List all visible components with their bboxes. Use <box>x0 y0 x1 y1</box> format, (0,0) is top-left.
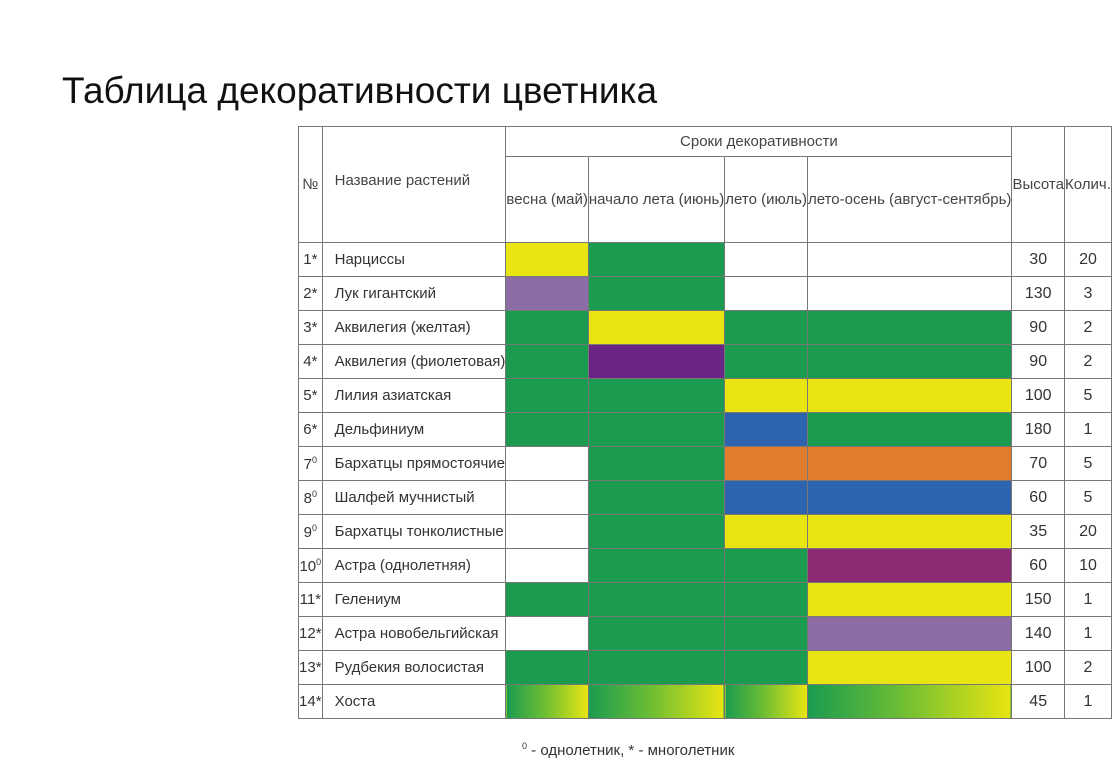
annual-mark: 0 <box>316 556 322 567</box>
plant-count: 2 <box>1064 345 1111 379</box>
footnote-text: - однолетник, * - многолетник <box>527 742 735 759</box>
period-cell-summer <box>725 413 808 447</box>
period-cell-spring <box>506 481 588 515</box>
period-cell-summer-autumn <box>807 481 1011 515</box>
period-cell-spring <box>506 549 588 583</box>
plant-count: 5 <box>1064 481 1111 515</box>
plant-name: Дельфиниум <box>322 413 506 447</box>
plant-height: 100 <box>1012 379 1065 413</box>
period-cell-summer <box>725 515 808 549</box>
period-cell-summer-autumn <box>807 515 1011 549</box>
period-cell-early-summer <box>588 481 724 515</box>
period-cell-summer-autumn <box>807 617 1011 651</box>
plant-height: 45 <box>1012 685 1065 719</box>
row-number-value: 10 <box>299 557 317 575</box>
table-row <box>299 379 1112 413</box>
plant-count: 1 <box>1064 413 1111 447</box>
row-number-value: 3 <box>303 319 312 336</box>
table-row <box>299 583 1112 617</box>
plant-name: Бархатцы прямостоячие <box>322 447 506 481</box>
plant-name: Лук гигантский <box>322 277 506 311</box>
plant-height: 180 <box>1012 413 1065 447</box>
header-period-spring: весна (май) <box>506 157 588 243</box>
period-cell-early-summer <box>588 345 724 379</box>
row-number-value: 14 <box>299 693 316 710</box>
plant-count: 3 <box>1064 277 1111 311</box>
period-cell-summer-autumn <box>807 311 1011 345</box>
annual-mark: 0 <box>311 454 317 465</box>
period-cell-early-summer <box>588 311 724 345</box>
plant-count: 1 <box>1064 617 1111 651</box>
table-row <box>299 549 1112 583</box>
row-number <box>299 617 323 651</box>
header-period-summer: лето (июль) <box>725 157 808 243</box>
table-row <box>299 481 1112 515</box>
period-cell-summer <box>725 685 808 719</box>
plant-name: Рудбекия волосистая <box>322 651 506 685</box>
period-cell-spring <box>506 617 588 651</box>
header-height: Высота <box>1012 127 1065 243</box>
perennial-mark: * <box>311 421 318 438</box>
period-cell-early-summer <box>588 379 724 413</box>
period-cell-summer-autumn <box>807 379 1011 413</box>
period-cell-summer <box>725 277 808 311</box>
row-number <box>299 345 323 379</box>
plant-height: 90 <box>1012 311 1065 345</box>
header-plant-name: Название растений <box>322 127 506 243</box>
header-count: Колич. <box>1064 127 1111 243</box>
slide-title: Таблица декоративности цветника <box>62 70 658 111</box>
table-row <box>299 617 1112 651</box>
period-cell-summer <box>725 481 808 515</box>
table-row <box>299 243 1112 277</box>
plant-height: 90 <box>1012 345 1065 379</box>
plant-height: 150 <box>1012 583 1065 617</box>
header-number: № <box>299 127 323 243</box>
perennial-mark: * <box>311 387 318 404</box>
period-cell-summer <box>725 447 808 481</box>
row-number-value: 13 <box>299 659 316 676</box>
plant-name: Астра (однолетняя) <box>322 549 506 583</box>
decorativeness-table <box>298 126 1112 719</box>
row-number <box>299 311 323 345</box>
period-cell-summer <box>725 651 808 685</box>
plant-height: 35 <box>1012 515 1065 549</box>
perennial-mark: * <box>311 319 318 336</box>
perennial-mark: * <box>315 659 322 676</box>
row-number-value: 7 <box>303 455 312 473</box>
period-cell-summer <box>725 617 808 651</box>
table-row <box>299 685 1112 719</box>
plant-name: Астра новобельгийская <box>322 617 506 651</box>
period-cell-spring <box>506 447 588 481</box>
period-cell-early-summer <box>588 583 724 617</box>
period-cell-summer-autumn <box>807 345 1011 379</box>
period-cell-summer <box>725 345 808 379</box>
period-cell-early-summer <box>588 447 724 481</box>
plant-height: 60 <box>1012 481 1065 515</box>
period-cell-summer <box>725 379 808 413</box>
period-cell-summer-autumn <box>807 583 1011 617</box>
period-cell-early-summer <box>588 515 724 549</box>
row-number-value: 4 <box>303 353 312 370</box>
plant-name: Хоста <box>322 685 506 719</box>
row-number <box>299 379 323 413</box>
plant-name: Аквилегия (желтая) <box>322 311 506 345</box>
table-row <box>299 277 1112 311</box>
plant-count: 2 <box>1064 651 1111 685</box>
period-cell-summer <box>725 583 808 617</box>
table-row <box>299 447 1112 481</box>
plant-name: Нарциссы <box>322 243 506 277</box>
plant-count: 20 <box>1064 515 1111 549</box>
period-cell-summer-autumn <box>807 447 1011 481</box>
period-cell-early-summer <box>588 651 724 685</box>
row-number-value: 9 <box>303 523 312 541</box>
plant-name: Бархатцы тонколистные <box>322 515 506 549</box>
perennial-mark: * <box>311 353 318 370</box>
legend-footnote <box>522 741 734 759</box>
plant-name: Лилия азиатская <box>322 379 506 413</box>
plant-count: 5 <box>1064 379 1111 413</box>
period-cell-spring <box>506 651 588 685</box>
row-number <box>299 277 323 311</box>
period-cell-spring <box>506 379 588 413</box>
plant-count: 20 <box>1064 243 1111 277</box>
table-row <box>299 311 1112 345</box>
period-cell-summer <box>725 311 808 345</box>
table-row <box>299 651 1112 685</box>
period-cell-summer-autumn <box>807 243 1011 277</box>
plant-height: 60 <box>1012 549 1065 583</box>
period-cell-spring <box>506 583 588 617</box>
period-cell-early-summer <box>588 413 724 447</box>
row-number <box>299 481 323 515</box>
plant-count: 1 <box>1064 583 1111 617</box>
period-cell-summer-autumn <box>807 277 1011 311</box>
period-cell-summer-autumn <box>807 651 1011 685</box>
period-cell-spring <box>506 413 588 447</box>
period-cell-spring <box>506 515 588 549</box>
row-number <box>299 447 323 481</box>
period-cell-spring <box>506 685 588 719</box>
period-cell-early-summer <box>588 617 724 651</box>
annual-mark: 0 <box>311 488 317 499</box>
period-cell-summer-autumn <box>807 549 1011 583</box>
period-cell-spring <box>506 243 588 277</box>
perennial-mark: * <box>311 285 318 302</box>
perennial-mark: * <box>315 591 322 608</box>
period-cell-early-summer <box>588 549 724 583</box>
row-number <box>299 549 323 583</box>
header-decorative-period: Сроки декоративности <box>506 127 1012 157</box>
plant-count: 10 <box>1064 549 1111 583</box>
period-cell-summer <box>725 243 808 277</box>
row-number <box>299 413 323 447</box>
row-number <box>299 583 323 617</box>
table-row <box>299 515 1112 549</box>
plant-height: 130 <box>1012 277 1065 311</box>
row-number-value: 5 <box>303 387 312 404</box>
row-number-value: 1 <box>303 251 312 268</box>
period-cell-summer-autumn <box>807 413 1011 447</box>
footnote-annual-mark: 0 <box>522 741 528 751</box>
period-cell-early-summer <box>588 243 724 277</box>
period-cell-early-summer <box>588 277 724 311</box>
plant-height: 140 <box>1012 617 1065 651</box>
row-number-value: 11 <box>299 591 316 608</box>
table-row <box>299 345 1112 379</box>
plant-count: 5 <box>1064 447 1111 481</box>
plant-height: 30 <box>1012 243 1065 277</box>
header-period-early-summer: начало лета (июнь) <box>588 157 724 243</box>
row-number <box>299 243 323 277</box>
annual-mark: 0 <box>311 522 317 533</box>
header-period-summer-autumn: лето-осень (август-сентябрь) <box>807 157 1011 243</box>
plant-height: 100 <box>1012 651 1065 685</box>
plant-name: Гелениум <box>322 583 506 617</box>
table-row <box>299 413 1112 447</box>
row-number <box>299 515 323 549</box>
plant-count: 2 <box>1064 311 1111 345</box>
perennial-mark: * <box>311 251 318 268</box>
period-cell-spring <box>506 311 588 345</box>
period-cell-summer-autumn <box>807 685 1011 719</box>
perennial-mark: * <box>315 625 322 642</box>
row-number-value: 6 <box>303 421 312 438</box>
period-cell-summer <box>725 549 808 583</box>
row-number <box>299 685 323 719</box>
period-cell-spring <box>506 345 588 379</box>
plant-name: Аквилегия (фиолетовая) <box>322 345 506 379</box>
period-cell-spring <box>506 277 588 311</box>
row-number-value: 12 <box>299 625 316 642</box>
row-number-value: 2 <box>303 285 312 302</box>
plant-count: 1 <box>1064 685 1111 719</box>
row-number-value: 8 <box>303 489 312 507</box>
period-cell-early-summer <box>588 685 724 719</box>
table-body <box>299 243 1112 719</box>
perennial-mark: * <box>315 693 322 710</box>
plant-name: Шалфей мучнистый <box>322 481 506 515</box>
plant-height: 70 <box>1012 447 1065 481</box>
row-number <box>299 651 323 685</box>
